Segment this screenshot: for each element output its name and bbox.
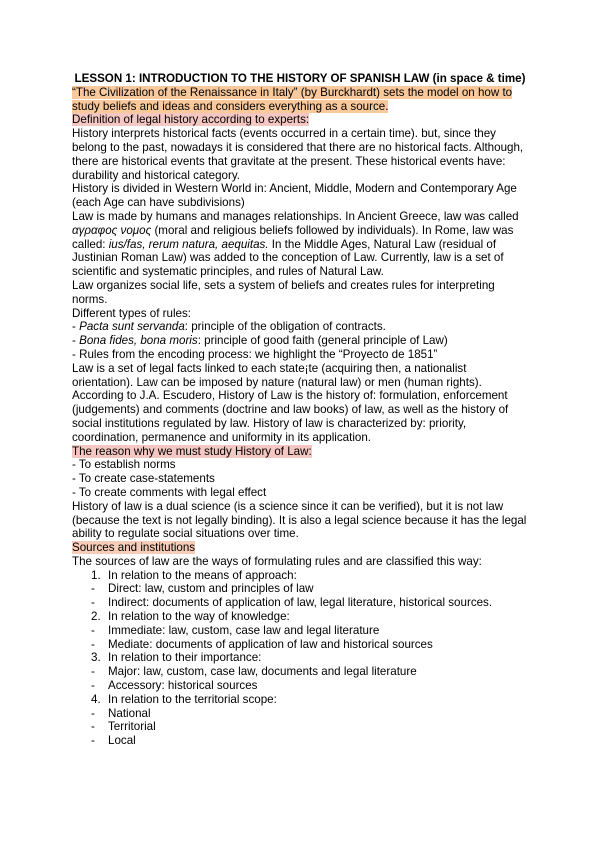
paragraph-escudero: According to J.A. Escudero, History of Law is the history of: formulation, enforcement (judgements) and comments (doctrine and law books) of law, as well as the history of social institutions regulated by law. History of law is characterized by: priority, coordination, permanence and uniformity in its application. bbox=[72, 389, 509, 444]
classification-item: 3. In relation to their importance: bbox=[91, 651, 262, 665]
classification-item: 2. In relation to the way of knowledge: bbox=[91, 610, 290, 624]
rule-item: - Pacta sunt servanda: principle of the obligation of contracts. bbox=[72, 320, 386, 334]
document-body bbox=[72, 72, 528, 748]
sources-heading: Sources and institutions bbox=[72, 541, 196, 555]
paragraph-ages: History is divided in Western World in: Ancient, Middle, Modern and Contemporary Age (each Age can have subdivisions) bbox=[72, 182, 517, 210]
classification-item: 1. In relation to the means of approach: bbox=[91, 568, 297, 582]
classification-item: 4. In relation to the territorial scope: bbox=[91, 692, 277, 706]
classification-subitem: - Territorial bbox=[91, 720, 156, 734]
rule-item: - Bona fides, bona moris: principle of good faith (general principle of Law) bbox=[72, 334, 448, 348]
page-title: LESSON 1: INTRODUCTION TO THE HISTORY OF SPANISH LAW (in space & time) bbox=[74, 72, 526, 85]
reason-item: - To create comments with legal effect bbox=[72, 485, 267, 499]
paragraph-organizes: Law organizes social life, sets a system of beliefs and creates rules for interpreting norms. bbox=[72, 278, 495, 306]
paragraph-dual-science: History of law is a dual science (is a science since it can be verified), but it is not law (because the text is not legally binding). It is also a legal science because it has the legal ability to regulate social situations over time. bbox=[72, 499, 527, 541]
paragraph-law: Law is made by humans and manages relationships. In Ancient Greece, law was called αγραφος νομος (moral and religious beliefs followed by individuals). In Rome, law was called: ius/fas, rerum natura, aequitas. In the Middle Ages, Natural Law (residual of Justinian Roman Law) was added to the conception of Law. Currently, law is a set of scientific and systematic principles, and rules of Natural Law. bbox=[72, 209, 519, 279]
sources-intro: The sources of law are the ways of formulating rules and are classified this way: bbox=[72, 554, 482, 568]
classification-subitem: - Accessory: historical sources bbox=[91, 679, 258, 693]
reason-item: - To establish norms bbox=[72, 458, 176, 472]
reason-item: - To create case-statements bbox=[72, 472, 215, 486]
classification-subitem: - Mediate: documents of application of law and historical sources bbox=[91, 637, 433, 651]
definition-heading: Definition of legal history according to experts: bbox=[72, 113, 310, 127]
reason-heading: The reason why we must study History of Law: bbox=[72, 444, 312, 458]
rules-heading: Different types of rules: bbox=[72, 306, 191, 320]
classification-subitem: - Major: law, custom, case law, documents and legal literature bbox=[91, 665, 417, 679]
classification-subitem: - Local bbox=[91, 734, 136, 748]
classification-subitem: - National bbox=[91, 706, 151, 720]
paragraph-history: History interprets historical facts (events occurred in a certain time). but, since they belong to the past, nowadays it is considered that there are no historical facts. Although, there are historical events that gravitate at the present. These historical events have: durability and historical category. bbox=[72, 127, 524, 182]
classification-subitem: - Indirect: documents of application of law, legal literature, historical sources. bbox=[91, 596, 493, 610]
classification-subitem: - Direct: law, custom and principles of law bbox=[91, 582, 314, 596]
intro-highlight: “The Civilization of the Renaissance in Italy” (by Burckhardt) sets the model on how to study beliefs and ideas and considers everything as a source. bbox=[72, 85, 513, 113]
paragraph-legal-facts: Law is a set of legal facts linked to each state¡te (acquiring then, a nationalist orientation). Law can be imposed by nature (natural law) or men (human rights). bbox=[72, 361, 482, 389]
rule-item: - Rules from the encoding process: we highlight the “Proyecto de 1851” bbox=[72, 347, 438, 361]
classification-subitem: - Immediate: law, custom, case law and legal literature bbox=[91, 623, 380, 637]
